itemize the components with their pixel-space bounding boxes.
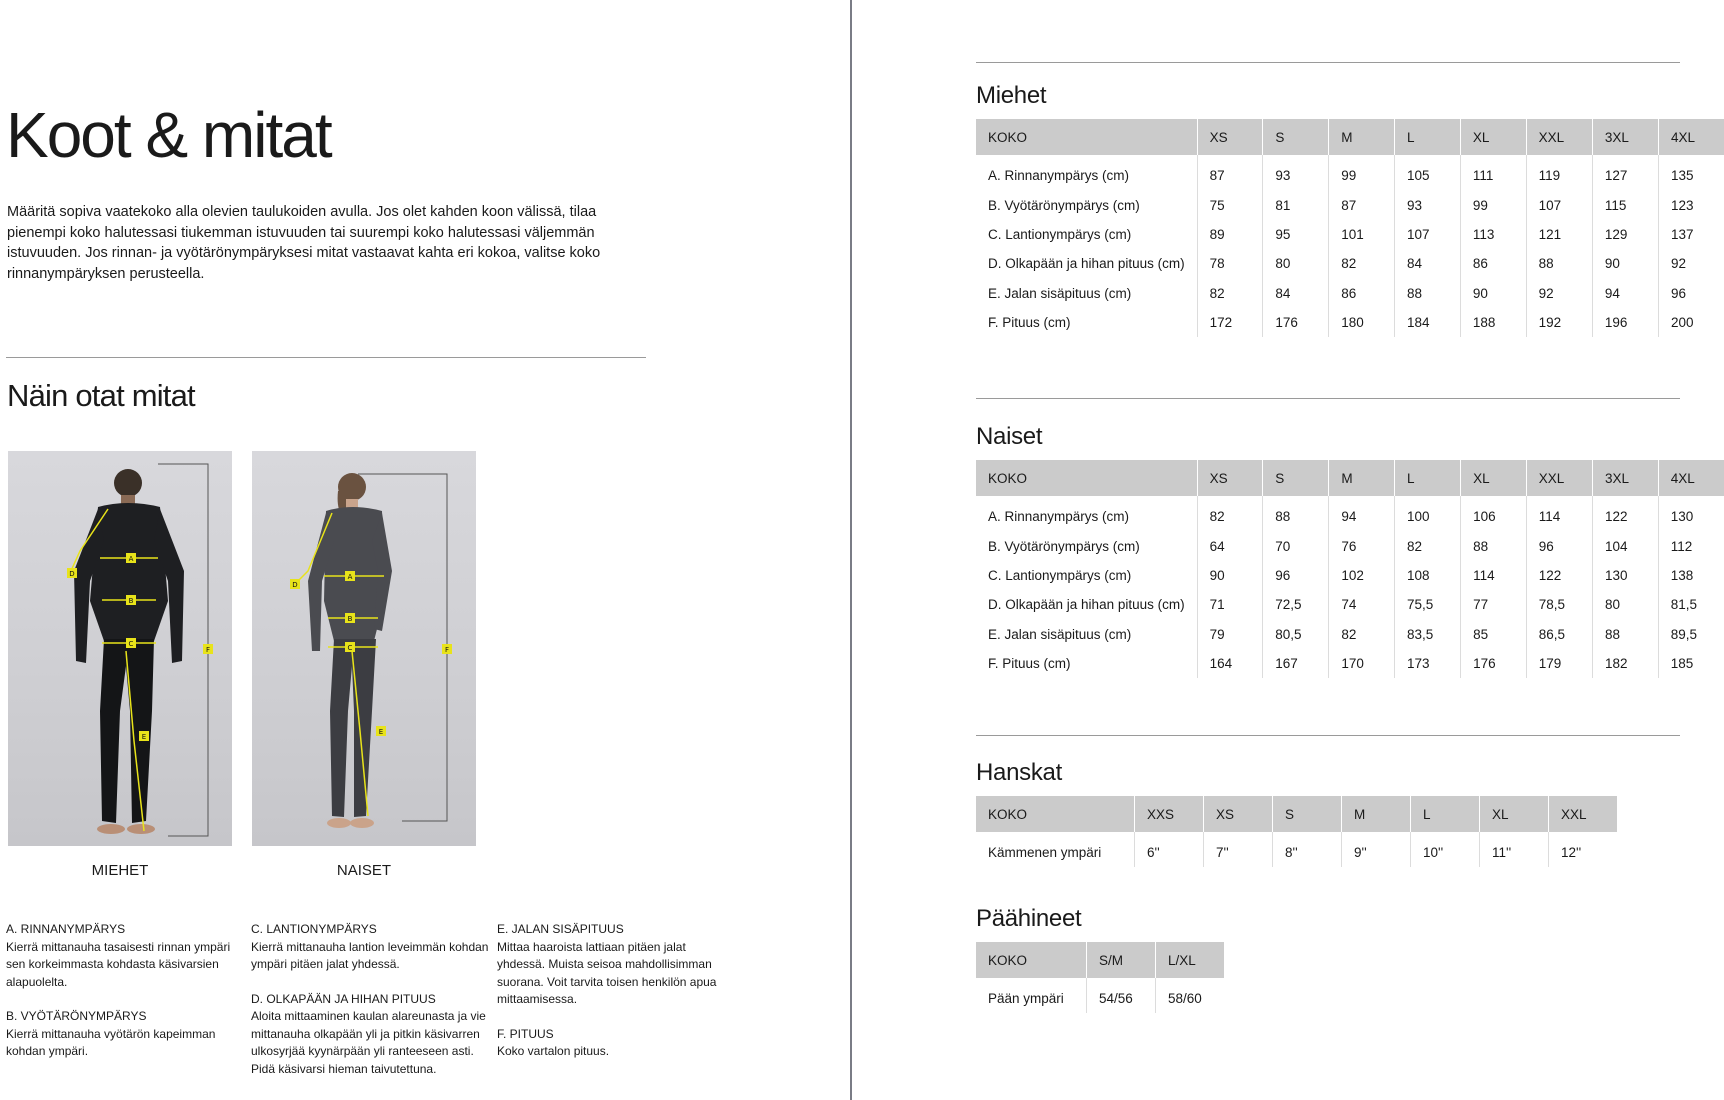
header-cell: L/XL bbox=[1156, 942, 1225, 978]
men-heading: Miehet bbox=[976, 82, 1047, 109]
header-cell: M bbox=[1329, 119, 1395, 155]
table-row bbox=[976, 190, 1724, 219]
table-cell: 88 bbox=[1592, 620, 1658, 649]
page-title: Koot & mitat bbox=[6, 99, 331, 171]
row-label: A. Rinnanympärys (cm) bbox=[976, 496, 1197, 531]
table-cell: 95 bbox=[1263, 220, 1329, 249]
table-cell: 58/60 bbox=[1168, 991, 1202, 1007]
table-cell: 88 bbox=[1526, 249, 1592, 278]
marker-d: D bbox=[69, 570, 75, 578]
table-cell: 93 bbox=[1395, 190, 1461, 219]
guide-column-3 bbox=[497, 921, 717, 1078]
header-cell: KOKO bbox=[976, 119, 1197, 155]
guide-text: Kierrä mittanauha vyötärön kapeimman kohdan ympäri. bbox=[6, 1026, 216, 1058]
header-cell: S/M bbox=[1087, 942, 1156, 978]
table-cell: 86 bbox=[1329, 279, 1395, 308]
marker-c: C bbox=[347, 644, 353, 652]
header-cell: KOKO bbox=[976, 460, 1197, 496]
table-row bbox=[976, 832, 1617, 867]
table-cell: 115 bbox=[1592, 190, 1658, 219]
table-cell: 86 bbox=[1460, 249, 1526, 278]
table-cell: 105 bbox=[1395, 155, 1461, 190]
table-cell: 114 bbox=[1461, 561, 1527, 590]
men-size-table bbox=[976, 119, 1724, 337]
marker-d: D bbox=[292, 581, 298, 589]
table-cell: 82 bbox=[1197, 279, 1263, 308]
table-row bbox=[976, 249, 1724, 278]
table-cell: 170 bbox=[1329, 649, 1395, 678]
header-cell: L bbox=[1395, 119, 1461, 155]
page-divider bbox=[850, 0, 852, 1100]
section-divider bbox=[976, 398, 1680, 399]
guide-column-2 bbox=[251, 921, 489, 1095]
marker-e: E bbox=[378, 728, 384, 736]
section-divider bbox=[976, 62, 1680, 63]
row-label: E. Jalan sisäpituus (cm) bbox=[976, 620, 1197, 649]
table-cell: 130 bbox=[1670, 509, 1694, 525]
row-label: A. Rinnanympärys (cm) bbox=[976, 155, 1197, 190]
table-cell: 6'' bbox=[1135, 832, 1204, 867]
row-label: F. Pituus (cm) bbox=[976, 649, 1197, 678]
women-measurement-photo bbox=[252, 451, 476, 846]
table-cell: 82 bbox=[1394, 531, 1460, 560]
table-row bbox=[976, 978, 1224, 1013]
table-cell: 129 bbox=[1592, 220, 1658, 249]
table-row bbox=[976, 531, 1724, 560]
table-cell: 196 bbox=[1592, 308, 1658, 337]
table-cell: 89,5 bbox=[1670, 626, 1698, 642]
table-row bbox=[976, 496, 1724, 531]
table-cell: 75 bbox=[1197, 190, 1263, 219]
table-cell: 94 bbox=[1329, 496, 1395, 531]
table-cell: 80 bbox=[1592, 590, 1658, 619]
table-cell: 86,5 bbox=[1526, 620, 1592, 649]
table-cell: 104 bbox=[1592, 531, 1658, 560]
row-label: C. Lantionympärys (cm) bbox=[976, 561, 1197, 590]
table-row bbox=[976, 590, 1724, 619]
table-cell: 106 bbox=[1461, 496, 1527, 531]
table-row bbox=[976, 308, 1724, 337]
table-cell: 99 bbox=[1329, 155, 1395, 190]
table-cell: 107 bbox=[1395, 220, 1461, 249]
table-cell: 130 bbox=[1592, 561, 1658, 590]
men-caption: MIEHET bbox=[91, 862, 149, 879]
table-cell: 11'' bbox=[1480, 832, 1549, 867]
header-cell: S bbox=[1273, 796, 1342, 832]
table-cell: 135 bbox=[1670, 168, 1694, 184]
marker-e: E bbox=[141, 733, 147, 741]
table-cell: 80,5 bbox=[1263, 620, 1329, 649]
table-cell: 96 bbox=[1670, 285, 1686, 301]
table-cell: 121 bbox=[1526, 220, 1592, 249]
table-cell: 82 bbox=[1329, 249, 1395, 278]
table-cell: 96 bbox=[1526, 531, 1592, 560]
guide-item-sleeve bbox=[251, 991, 489, 1079]
table-cell: 92 bbox=[1670, 256, 1686, 272]
row-label: B. Vyötärönympärys (cm) bbox=[976, 190, 1197, 219]
header-cell: XL bbox=[1461, 460, 1527, 496]
row-label: Pään ympäri bbox=[976, 978, 1087, 1013]
table-cell: 10'' bbox=[1411, 832, 1480, 867]
guide-title: B. VYÖTÄRÖNYMPÄRYS bbox=[6, 1009, 147, 1023]
table-cell: 93 bbox=[1263, 155, 1329, 190]
section-divider bbox=[6, 357, 646, 358]
marker-a: A bbox=[128, 555, 134, 563]
table-cell: 167 bbox=[1263, 649, 1329, 678]
header-cell: M bbox=[1342, 796, 1411, 832]
guide-title: D. OLKAPÄÄN JA HIHAN PITUUS bbox=[251, 991, 436, 1006]
guide-text: Kierrä mittanauha tasaisesti rinnan ympäri sen korkeimmasta kohdasta käsivarsien alapuolelta. bbox=[6, 939, 231, 989]
header-cell: XL bbox=[1480, 796, 1549, 832]
guide-title: F. PITUUS bbox=[497, 1026, 554, 1041]
table-cell: 70 bbox=[1263, 531, 1329, 560]
row-label: D. Olkapään ja hihan pituus (cm) bbox=[976, 590, 1197, 619]
table-cell: 7'' bbox=[1204, 832, 1273, 867]
table-cell: 82 bbox=[1329, 620, 1395, 649]
men-figure bbox=[74, 469, 184, 834]
table-cell: 176 bbox=[1461, 649, 1527, 678]
table-cell: 113 bbox=[1460, 220, 1526, 249]
table-cell: 84 bbox=[1395, 249, 1461, 278]
guide-text: Koko vartalon pituus. bbox=[497, 1044, 610, 1058]
table-cell: 107 bbox=[1526, 190, 1592, 219]
table-cell: 71 bbox=[1197, 590, 1263, 619]
women-size-section bbox=[976, 423, 1724, 678]
table-cell: 84 bbox=[1263, 279, 1329, 308]
header-cell: M bbox=[1329, 460, 1395, 496]
row-label: Kämmenen ympäri bbox=[976, 832, 1135, 867]
row-label: E. Jalan sisäpituus (cm) bbox=[976, 279, 1197, 308]
header-cell: XS bbox=[1204, 796, 1273, 832]
table-cell: 64 bbox=[1197, 531, 1263, 560]
row-label: B. Vyötärönympärys (cm) bbox=[976, 531, 1197, 560]
header-cell: XXL bbox=[1526, 119, 1592, 155]
table-cell: 101 bbox=[1329, 220, 1395, 249]
table-cell: 54/56 bbox=[1087, 978, 1156, 1013]
table-cell: 176 bbox=[1263, 308, 1329, 337]
table-header-row bbox=[976, 796, 1617, 832]
table-cell: 182 bbox=[1592, 649, 1658, 678]
guide-text: Mittaa haaroista lattiaan pitäen jalat yhdessä. Muista seisoa mahdollisimman suorana. Voit tarvita toisen henkilön apua mittaamisessa. bbox=[497, 939, 717, 1006]
women-size-table bbox=[976, 460, 1724, 678]
table-header-row bbox=[976, 460, 1724, 496]
table-cell: 94 bbox=[1592, 279, 1658, 308]
table-cell: 200 bbox=[1670, 315, 1694, 331]
guide-item-hips bbox=[251, 921, 489, 974]
table-row bbox=[976, 561, 1724, 590]
table-cell: 172 bbox=[1197, 308, 1263, 337]
table-cell: 87 bbox=[1197, 155, 1263, 190]
marker-b: B bbox=[347, 615, 353, 623]
table-cell: 164 bbox=[1197, 649, 1263, 678]
table-cell: 85 bbox=[1461, 620, 1527, 649]
table-cell: 89 bbox=[1197, 220, 1263, 249]
guide-text: Aloita mittaaminen kaulan alareunasta ja vie mittanauha olkapään yli ja pitkin käsivarren ulkosyrjää kyynärpään yli ranteeseen asti. Pidä käsivarsi hieman taivutettuna. bbox=[251, 1009, 486, 1076]
guide-column-1 bbox=[6, 921, 238, 1078]
table-cell: 83,5 bbox=[1394, 620, 1460, 649]
men-measurement-photo bbox=[8, 451, 232, 846]
table-cell: 9'' bbox=[1342, 832, 1411, 867]
table-cell: 184 bbox=[1395, 308, 1461, 337]
table-cell: 88 bbox=[1395, 279, 1461, 308]
table-row bbox=[976, 155, 1724, 190]
guide-title: A. RINNANYMPÄRYS bbox=[6, 922, 126, 936]
table-cell: 188 bbox=[1460, 308, 1526, 337]
guide-item-height bbox=[497, 1026, 717, 1061]
table-cell: 108 bbox=[1394, 561, 1460, 590]
table-cell: 99 bbox=[1460, 190, 1526, 219]
table-cell: 90 bbox=[1197, 561, 1263, 590]
table-cell: 76 bbox=[1329, 531, 1395, 560]
table-cell: 114 bbox=[1526, 496, 1592, 531]
table-cell: 88 bbox=[1263, 496, 1329, 531]
table-cell: 87 bbox=[1329, 190, 1395, 219]
table-cell: 100 bbox=[1394, 496, 1460, 531]
women-caption: NAISET bbox=[336, 862, 392, 879]
table-cell: 119 bbox=[1526, 155, 1592, 190]
table-cell: 137 bbox=[1670, 226, 1694, 242]
table-cell: 72,5 bbox=[1263, 590, 1329, 619]
header-cell: 3XL bbox=[1592, 119, 1658, 155]
table-cell: 8'' bbox=[1273, 832, 1342, 867]
table-row bbox=[976, 220, 1724, 249]
table-cell: 88 bbox=[1461, 531, 1527, 560]
women-heading: Naiset bbox=[976, 423, 1043, 450]
table-cell: 77 bbox=[1461, 590, 1527, 619]
table-row bbox=[976, 620, 1724, 649]
table-cell: 90 bbox=[1460, 279, 1526, 308]
table-cell: 12'' bbox=[1561, 845, 1582, 861]
header-cell: 4XL bbox=[1658, 460, 1724, 496]
header-cell: XXL bbox=[1526, 460, 1592, 496]
table-cell: 122 bbox=[1526, 561, 1592, 590]
headwear-size-table bbox=[976, 942, 1224, 1013]
table-row bbox=[976, 279, 1724, 308]
marker-f: F bbox=[444, 646, 450, 654]
header-cell: KOKO bbox=[976, 942, 1087, 978]
table-cell: 78 bbox=[1197, 249, 1263, 278]
header-cell: L bbox=[1411, 796, 1480, 832]
table-cell: 138 bbox=[1670, 567, 1694, 583]
table-header-row bbox=[976, 119, 1724, 155]
table-cell: 74 bbox=[1329, 590, 1395, 619]
row-label: F. Pituus (cm) bbox=[976, 308, 1197, 337]
headwear-size-section bbox=[976, 905, 1224, 1013]
table-cell: 78,5 bbox=[1526, 590, 1592, 619]
gloves-heading: Hanskat bbox=[976, 759, 1062, 786]
header-cell: XXL bbox=[1549, 796, 1618, 832]
table-cell: 81,5 bbox=[1670, 597, 1698, 613]
guide-item-waist bbox=[6, 1008, 238, 1061]
table-cell: 96 bbox=[1263, 561, 1329, 590]
table-cell: 92 bbox=[1526, 279, 1592, 308]
section-divider bbox=[976, 735, 1680, 736]
guide-title: C. LANTIONYMPÄRYS bbox=[251, 922, 377, 936]
table-cell: 80 bbox=[1263, 249, 1329, 278]
table-cell: 180 bbox=[1329, 308, 1395, 337]
guide-item-chest bbox=[6, 921, 238, 991]
table-cell: 179 bbox=[1526, 649, 1592, 678]
headwear-heading: Päähineet bbox=[976, 905, 1082, 932]
intro-text: Määritä sopiva vaatekoko alla olevien taulukoiden avulla. Jos olet kahden koon välissä, tilaa pienempi koko halutessasi tiukemman istuvuuden tai suurempi koko halutessasi väljemmän istuvuuden. Jos rinnan- ja vyötärönympäryksesi mitat vastaavat kahta eri kokoa, valitse koko rinnanympäryksen perusteella. bbox=[7, 204, 601, 282]
marker-c: C bbox=[128, 640, 134, 648]
header-cell: XS bbox=[1197, 119, 1263, 155]
row-label: C. Lantionympärys (cm) bbox=[976, 220, 1197, 249]
marker-f: F bbox=[205, 646, 211, 654]
header-cell: XL bbox=[1460, 119, 1526, 155]
guide-text: Kierrä mittanauha lantion leveimmän kohdan ympäri pitäen jalat yhdessä. bbox=[251, 939, 489, 971]
header-cell: 3XL bbox=[1592, 460, 1658, 496]
table-row bbox=[976, 649, 1724, 678]
guide-item-inseam bbox=[497, 921, 717, 1009]
table-cell: 75,5 bbox=[1394, 590, 1460, 619]
table-cell: 102 bbox=[1329, 561, 1395, 590]
table-cell: 173 bbox=[1394, 649, 1460, 678]
table-cell: 111 bbox=[1460, 155, 1526, 190]
measure-heading: Näin otat mitat bbox=[7, 378, 195, 413]
table-cell: 81 bbox=[1263, 190, 1329, 219]
header-cell: S bbox=[1263, 460, 1329, 496]
marker-b: B bbox=[128, 597, 134, 605]
table-cell: 127 bbox=[1592, 155, 1658, 190]
table-cell: 122 bbox=[1592, 496, 1658, 531]
marker-a: A bbox=[347, 573, 353, 581]
men-size-section bbox=[976, 82, 1724, 337]
row-label: D. Olkapään ja hihan pituus (cm) bbox=[976, 249, 1197, 278]
table-cell: 123 bbox=[1670, 197, 1694, 213]
table-cell: 90 bbox=[1592, 249, 1658, 278]
gloves-size-section bbox=[976, 759, 1617, 867]
header-cell: L bbox=[1394, 460, 1460, 496]
table-cell: 112 bbox=[1670, 538, 1693, 554]
header-cell: XXS bbox=[1135, 796, 1204, 832]
table-cell: 192 bbox=[1526, 308, 1592, 337]
header-cell: S bbox=[1263, 119, 1329, 155]
gloves-size-table bbox=[976, 796, 1617, 867]
table-cell: 82 bbox=[1197, 496, 1263, 531]
table-header-row bbox=[976, 942, 1224, 978]
header-cell: KOKO bbox=[976, 796, 1135, 832]
guide-title: E. JALAN SISÄPITUUS bbox=[497, 922, 624, 936]
table-cell: 79 bbox=[1197, 620, 1263, 649]
header-cell: 4XL bbox=[1658, 119, 1724, 155]
table-cell: 185 bbox=[1670, 656, 1694, 672]
header-cell: XS bbox=[1197, 460, 1263, 496]
